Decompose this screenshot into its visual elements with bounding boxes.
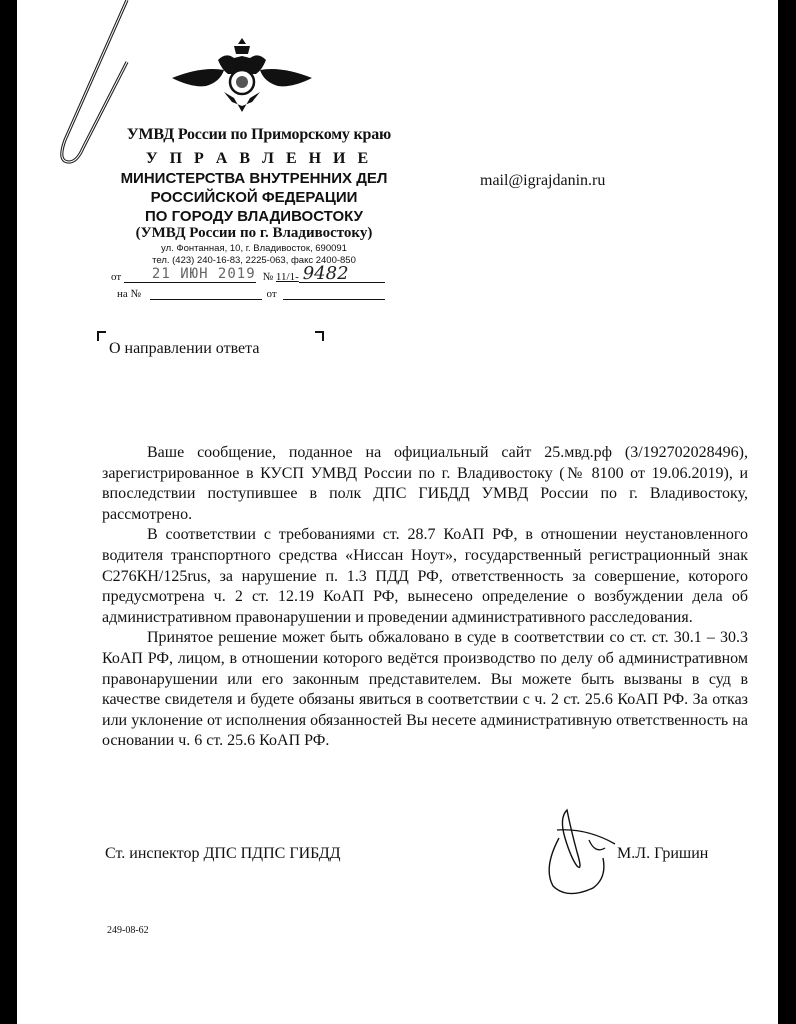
body-paragraph: Принятое решение может быть обжаловано в суде в соответствии со ст. ст. 30.1 – 30.3 КоАП РФ, лицом, в отношении которого ведётся производство по делу об административном правонарушении или его законным представителем. Вы можете быть вызваны в суд в качестве свидетеля и будете обязаны явиться в соответствии с ч. 2 ст. 25.6 КоАП РФ. За отказ или уклонение от исполнения обязанностей Вы несете административную ответственность на основании ч. 6 ст. 25.6 КоАП РФ.	[102, 629, 748, 750]
date-field	[124, 266, 256, 283]
signer-name: М.Л. Гришин	[617, 845, 709, 862]
document-page	[17, 0, 778, 1024]
subject-bracket-right	[315, 331, 324, 341]
reply-to-label: на №	[117, 288, 142, 300]
reply-from-label: от	[266, 288, 277, 300]
reply-row	[117, 287, 385, 300]
number-label: №	[262, 271, 274, 283]
address: ул. Фонтанная, 10, г. Владивосток, 690091	[161, 243, 347, 254]
subject-bracket-left	[97, 331, 106, 341]
number-field	[299, 263, 385, 284]
body-paragraph: Ваше сообщение, поданное на официальный сайт 25.мвд.рф (3/192702028496), зарегистрированное в КУСП УМВД России по г. Владивостоку (№ 8100 от 19.06.2019), и впоследствии поступившее в полк ДПС ГИБДД УМВД России по г. Владивостоку, рассмотрено.	[102, 444, 748, 523]
date-stamp: 21 ИЮН 2019	[151, 266, 256, 282]
mvd-emblem-icon	[172, 36, 312, 116]
signature-icon	[537, 808, 627, 898]
reply-date-field	[283, 287, 385, 300]
from-label: от	[111, 271, 122, 283]
ministry-line: ПО ГОРОДУ ВЛАДИВОСТОКУ	[145, 208, 363, 225]
reply-number-field	[150, 287, 262, 300]
letter-body	[102, 443, 748, 752]
paperclip-icon	[17, 0, 157, 170]
signer-position: Ст. инспектор ДПС ПДПС ГИБДД	[105, 845, 341, 862]
number-prefix: 11/1-	[275, 271, 299, 283]
body-paragraph: В соответствии с требованиями ст. 28.7 КоАП РФ, в отношении неустановленного водителя транспортного средства «Ниссан Ноут», государственный регистрационный знак С276КН/125rus, за нарушение п. 1.3 ПДД РФ, ответственность за совершение, которого предусмотрена ч. 2 ст. 12.19 КоАП РФ, вынесено определение о возбуждении дела об административном правонарушении и проведении административного расследования.	[102, 526, 748, 626]
ministry-name	[89, 169, 419, 226]
phones: тел. (423) 240-16-83, 2225-063, факс 2400-850	[152, 255, 356, 266]
registration-row	[111, 263, 385, 284]
letterhead-title: У П Р А В Л Е Н И Е	[145, 150, 373, 167]
short-name: (УМВД России по г. Владивостоку)	[135, 225, 373, 241]
recipient-email: mail@igrajdanin.ru	[480, 172, 606, 189]
subject-line: О направлении ответа	[109, 340, 260, 357]
ministry-line: МИНИСТЕРСТВА ВНУТРЕННИХ ДЕЛ	[120, 170, 388, 187]
ministry-line: РОССИЙСКОЙ ФЕДЕРАЦИИ	[150, 189, 358, 206]
region-name: УМВД России по Приморскому краю	[126, 126, 392, 143]
handwritten-number: 9482	[302, 263, 349, 284]
reference-number: 249-08-62	[107, 925, 149, 936]
